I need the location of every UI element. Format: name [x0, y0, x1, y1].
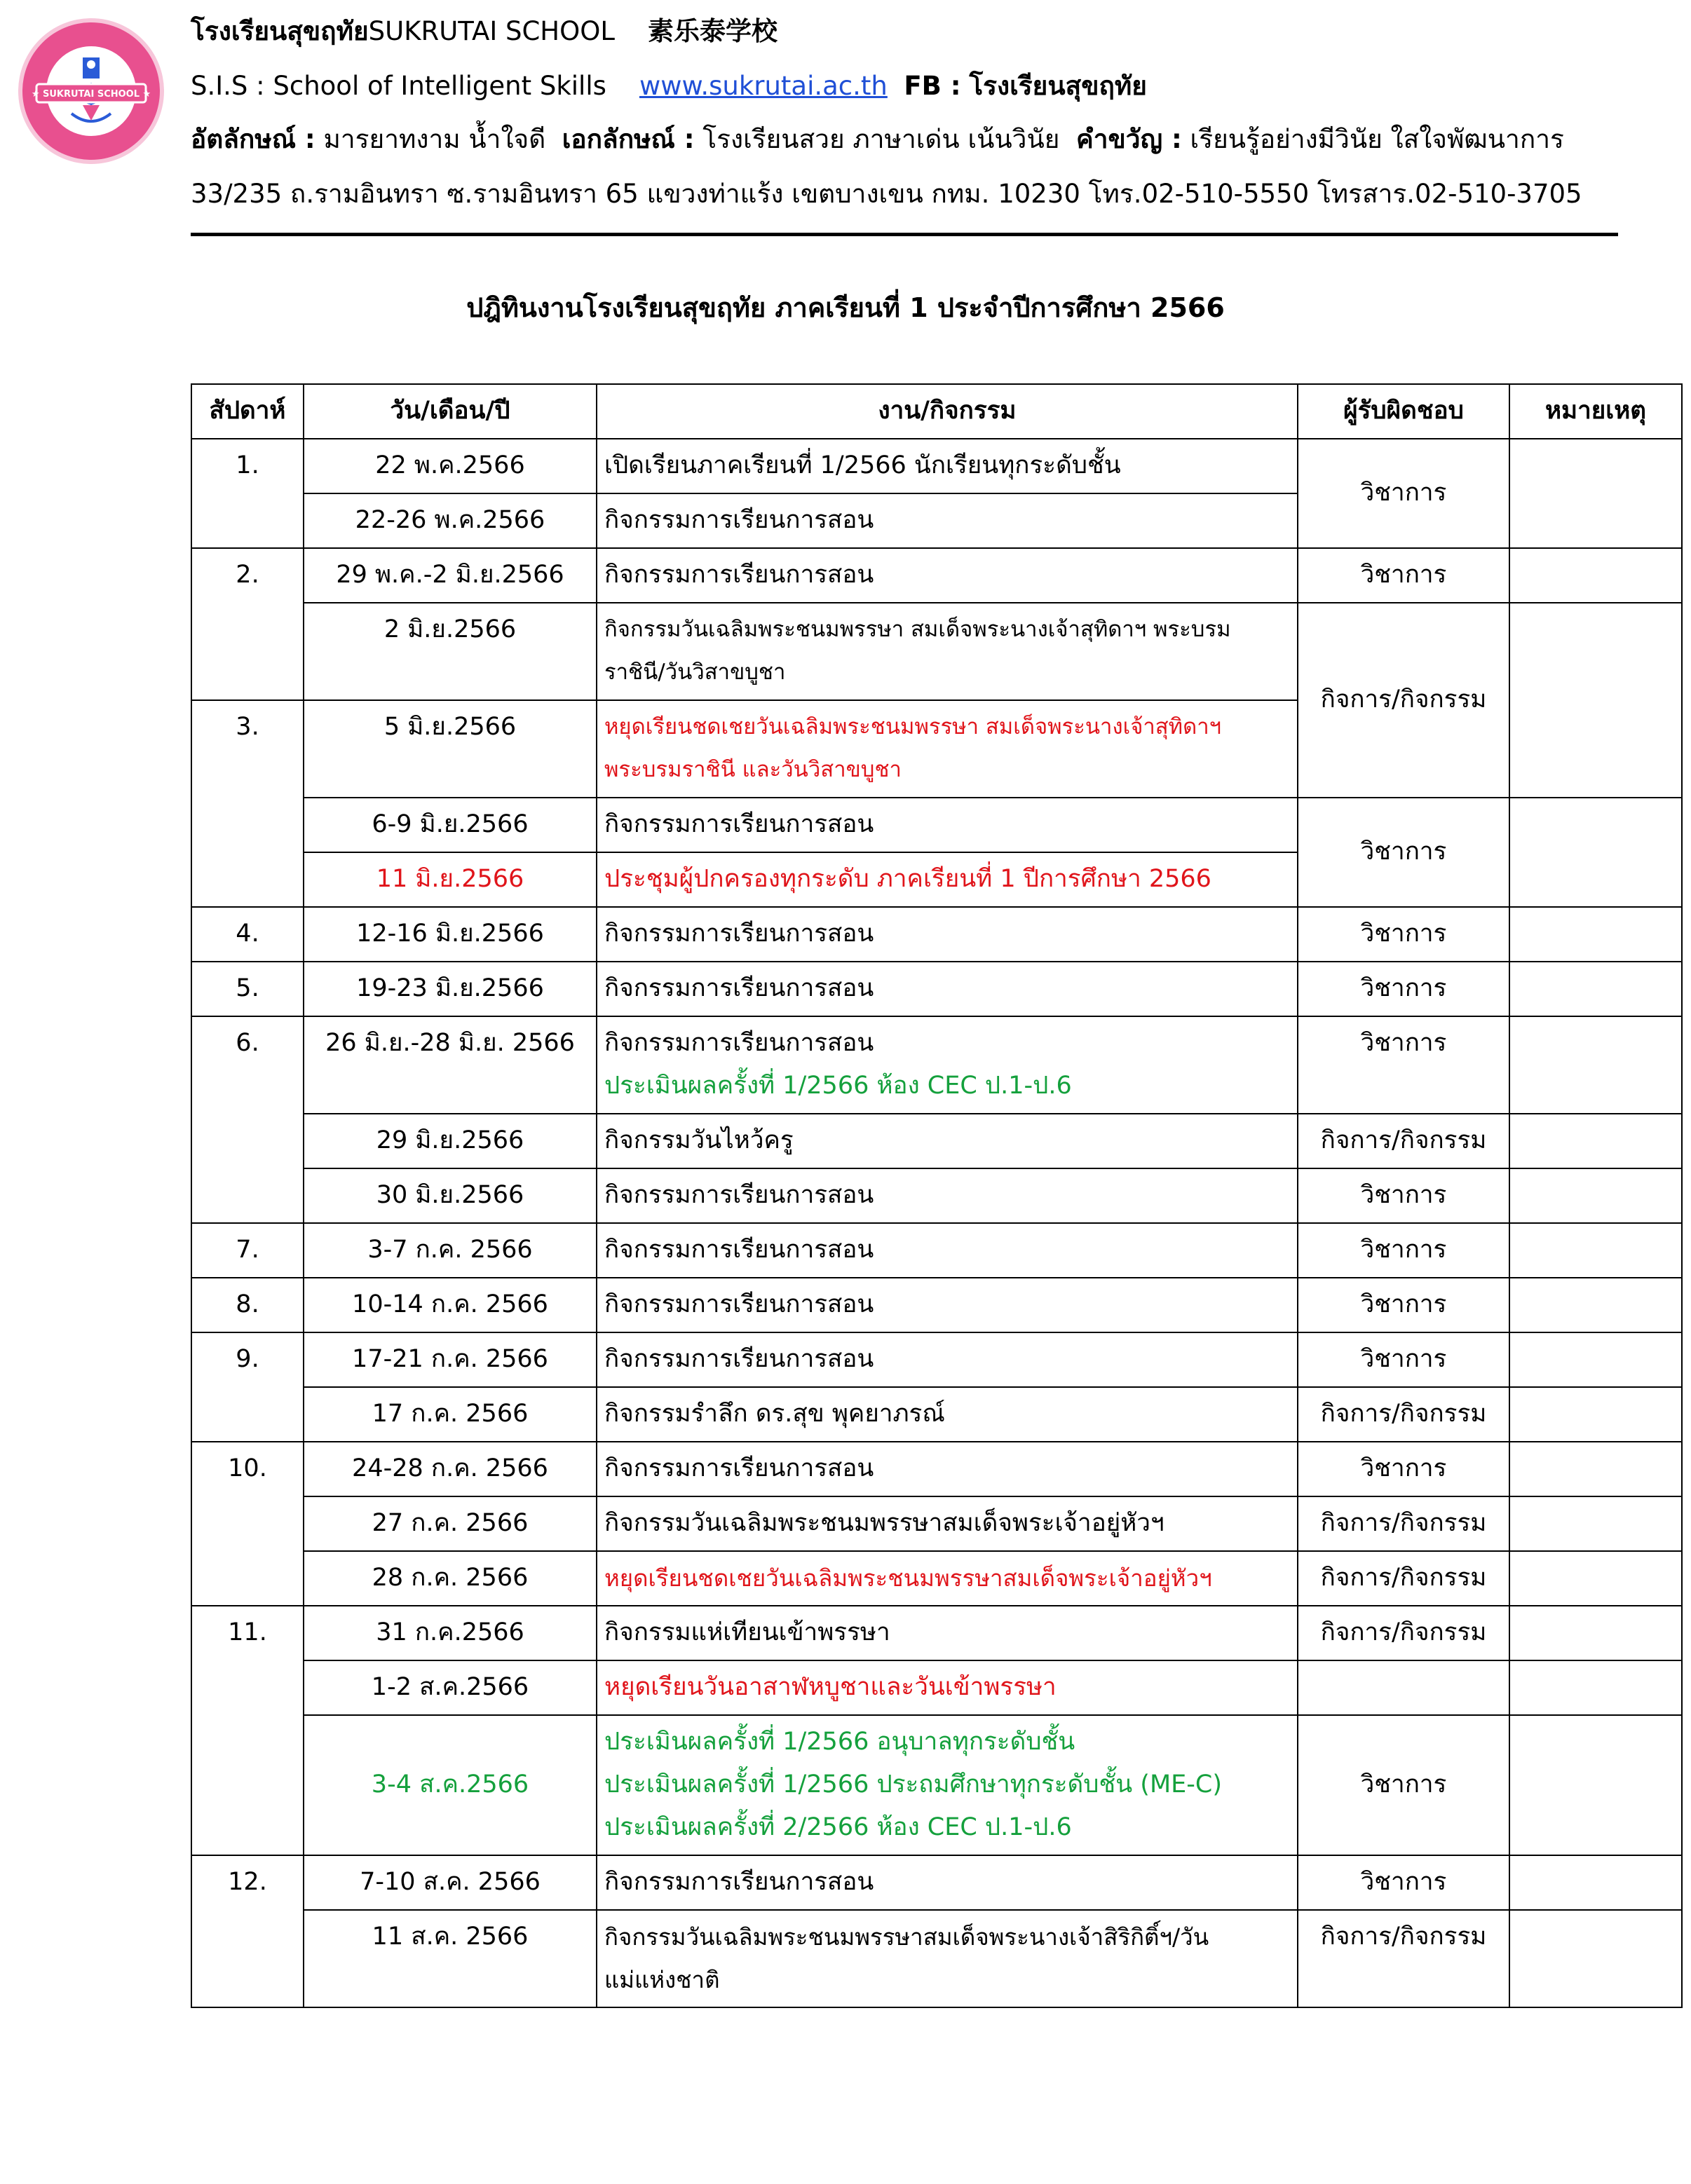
remarks-cell	[1509, 1855, 1682, 1910]
header-sis-line	[191, 73, 1147, 99]
date-cell: 17-21 ก.ค. 2566	[304, 1332, 597, 1387]
responsible-cell: กิจการ/กิจกรรม	[1298, 1910, 1509, 2007]
date-cell: 22-26 พ.ค.2566	[304, 493, 597, 548]
responsible-cell: กิจการ/กิจกรรม	[1298, 1496, 1509, 1551]
date-cell: 10-14 ก.ค. 2566	[304, 1278, 597, 1332]
table-row	[191, 603, 1682, 700]
responsible-cell: กิจการ/กิจกรรม	[1298, 1387, 1509, 1442]
week-cell: 6.	[191, 1016, 304, 1223]
activity-text: กิจกรรมวันเฉลิมพระชนมพรรษา สมเด็จพระนางเจ้าสุทิดาฯ พระบรม	[604, 617, 1231, 642]
activity-cell	[597, 1387, 1298, 1442]
date-cell: 31 ก.ค.2566	[304, 1606, 597, 1660]
activity-cell	[597, 1660, 1298, 1715]
table-row	[191, 1278, 1682, 1332]
date-cell: 2 มิ.ย.2566	[304, 603, 597, 700]
activity-text: กิจกรรมการเรียนการสอน	[604, 561, 874, 589]
fb-value: โรงเรียนสุขฤทัย	[969, 71, 1147, 101]
responsible-cell: วิชาการ	[1298, 439, 1509, 548]
fb-label: FB :	[904, 71, 961, 101]
table-row	[191, 907, 1682, 962]
week-cell: 5.	[191, 962, 304, 1016]
activity-cell	[597, 1715, 1298, 1855]
date-cell: 12-16 มิ.ย.2566	[304, 907, 597, 962]
activity-cell	[597, 548, 1298, 603]
responsible-cell: วิชาการ	[1298, 907, 1509, 962]
remarks-cell	[1509, 1387, 1682, 1442]
table-row	[191, 1223, 1682, 1278]
remarks-cell	[1509, 1278, 1682, 1332]
sis-label: S.I.S : School of Intelligent Skills	[191, 71, 606, 101]
header-activity: งาน/กิจกรรม	[597, 384, 1298, 439]
date-cell: 27 ก.ค. 2566	[304, 1496, 597, 1551]
responsible-cell: วิชาการ	[1298, 1715, 1509, 1855]
table-row	[191, 1442, 1682, 1496]
activity-text: หยุดเรียนชดเชยวันเฉลิมพระชนมพรรษาสมเด็จพระเจ้าอยู่หัวฯ	[604, 1564, 1212, 1592]
activity-text: กิจกรรมการเรียนการสอน	[604, 506, 874, 534]
activity-text: กิจกรรมการเรียนการสอน	[604, 1290, 874, 1318]
date-cell: 24-28 ก.ค. 2566	[304, 1442, 597, 1496]
responsible-cell: วิชาการ	[1298, 1223, 1509, 1278]
activity-text: กิจกรรมรำลึก ดร.สุข พุคยาภรณ์	[604, 1400, 945, 1428]
calendar-title: ปฎิทินงานโรงเรียนสุขฤทัย ภาคเรียนที่ 1 ประจำปีการศึกษา 2566	[466, 292, 1225, 323]
table-row	[191, 1496, 1682, 1551]
responsible-cell: วิชาการ	[1298, 1855, 1509, 1910]
responsible-cell: วิชาการ	[1298, 1278, 1509, 1332]
table-row	[191, 1551, 1682, 1606]
table-row	[191, 1910, 1682, 2007]
date-cell: 7-10 ส.ค. 2566	[304, 1855, 597, 1910]
table-header-row	[191, 384, 1682, 439]
uniqueness-label: เอกลักษณ์ :	[562, 124, 695, 154]
remarks-cell	[1509, 1168, 1682, 1223]
activity-text: กิจกรรมการเรียนการสอน	[604, 1181, 874, 1209]
table-row	[191, 1606, 1682, 1660]
header-responsible: ผู้รับผิดชอบ	[1298, 384, 1509, 439]
week-cell: 12.	[191, 1855, 304, 2007]
activity-text: กิจกรรมแห่เทียนเข้าพรรษา	[604, 1618, 890, 1646]
school-name-cn: 素乐泰学校	[648, 16, 778, 46]
activity-text: กิจกรรมวันเฉลิมพระชนมพรรษาสมเด็จพระนางเจ้าสิริกิติ์ฯ/วัน	[604, 1923, 1209, 1951]
website-link[interactable]: www.sukrutai.ac.th	[639, 71, 888, 101]
school-name-th: โรงเรียนสุขฤทัย	[191, 16, 369, 46]
remarks-cell	[1509, 907, 1682, 962]
responsible-cell	[1298, 1660, 1509, 1715]
remarks-cell	[1509, 1660, 1682, 1715]
date-cell: 6-9 มิ.ย.2566	[304, 798, 597, 852]
activity-cell	[597, 1332, 1298, 1387]
activity-cell	[597, 493, 1298, 548]
week-cell: 8.	[191, 1278, 304, 1332]
header-address: 33/235 ถ.รามอินทรา ซ.รามอินทรา 65 แขวงท่าแร้ง เขตบางเขน กทม. 10230 โทร.02-510-5550 โทรสาร.02-510-3705	[191, 179, 1582, 209]
date-cell: 19-23 มิ.ย.2566	[304, 962, 597, 1016]
remarks-cell	[1509, 603, 1682, 798]
responsible-cell: กิจการ/กิจกรรม	[1298, 1606, 1509, 1660]
table-row	[191, 962, 1682, 1016]
activity-text: กิจกรรมการเรียนการสอน	[604, 1868, 874, 1896]
activity-cell	[597, 439, 1298, 493]
activity-text: หยุดเรียนชดเชยวันเฉลิมพระชนมพรรษา สมเด็จพระนางเจ้าสุทิดาฯ	[604, 714, 1222, 739]
week-cell: 11.	[191, 1606, 304, 1855]
table-row	[191, 1332, 1682, 1387]
remarks-cell	[1509, 1114, 1682, 1168]
responsible-cell: วิชาการ	[1298, 548, 1509, 603]
activity-cell	[597, 1223, 1298, 1278]
week-cell: 1.	[191, 439, 304, 548]
remarks-cell	[1509, 1606, 1682, 1660]
header-identity-line	[191, 126, 1564, 152]
remarks-cell	[1509, 439, 1682, 548]
responsible-cell: กิจการ/กิจกรรม	[1298, 603, 1509, 798]
activity-cell	[597, 1114, 1298, 1168]
activity-text: แม่แห่งชาติ	[604, 1966, 720, 1993]
date-cell: 11 ส.ค. 2566	[304, 1910, 597, 2007]
date-cell: 28 ก.ค. 2566	[304, 1551, 597, 1606]
identity-value: มารยาทงาม น้ำใจดี	[323, 124, 546, 154]
school-name-en: SUKRUTAI SCHOOL	[368, 16, 615, 46]
remarks-cell	[1509, 962, 1682, 1016]
header-date: วัน/เดือน/ปี	[304, 384, 597, 439]
responsible-cell: วิชาการ	[1298, 1332, 1509, 1387]
activity-text: กิจกรรมการเรียนการสอน	[604, 920, 874, 948]
activity-cell	[597, 1168, 1298, 1223]
table-row	[191, 1660, 1682, 1715]
activity-text: พระบรมราชินี และวันวิสาขบูชา	[604, 757, 902, 782]
activity-text: ประเมินผลครั้งที่ 1/2566 ประถมศึกษาทุกระดับชั้น (ME-C)	[604, 1770, 1222, 1799]
header-school-names	[191, 18, 777, 44]
table-row	[191, 1114, 1682, 1168]
date-cell: 22 พ.ค.2566	[304, 439, 597, 493]
date-cell: 29 มิ.ย.2566	[304, 1114, 597, 1168]
activity-cell	[597, 1910, 1298, 2007]
table-row	[191, 1387, 1682, 1442]
activity-text: หยุดเรียนวันอาสาฬหบูชาและวันเข้าพรรษา	[604, 1673, 1057, 1701]
activity-text: กิจกรรมการเรียนการสอน	[604, 974, 874, 1002]
date-cell: 29 พ.ค.-2 มิ.ย.2566	[304, 548, 597, 603]
table-row	[191, 1855, 1682, 1910]
week-cell: 7.	[191, 1223, 304, 1278]
activity-cell	[597, 1606, 1298, 1660]
activity-cell	[597, 1016, 1298, 1114]
remarks-cell	[1509, 1442, 1682, 1496]
remarks-cell	[1509, 1332, 1682, 1387]
activity-text: กิจกรรมการเรียนการสอน	[604, 1454, 874, 1482]
activity-cell	[597, 1855, 1298, 1910]
date-cell: 5 มิ.ย.2566	[304, 700, 597, 798]
activity-text: กิจกรรมการเรียนการสอน	[604, 810, 874, 838]
remarks-cell	[1509, 1715, 1682, 1855]
remarks-cell	[1509, 1496, 1682, 1551]
date-cell: 3-4 ส.ค.2566	[304, 1715, 597, 1855]
activity-cell	[597, 798, 1298, 852]
calendar-table	[191, 383, 1683, 2008]
school-logo	[15, 15, 167, 167]
motto-value: เรียนรู้อย่างมีวินัย ใสใจพัฒนาการ	[1190, 124, 1564, 154]
uniqueness-value: โรงเรียนสวย ภาษาเด่น เน้นวินัย	[702, 124, 1060, 154]
identity-label: อัตลักษณ์ :	[191, 124, 315, 154]
activity-cell	[597, 1496, 1298, 1551]
remarks-cell	[1509, 548, 1682, 603]
activity-text: ประเมินผลครั้งที่ 2/2566 ห้อง CEC ป.1-ป.6	[604, 1813, 1072, 1841]
activity-cell	[597, 700, 1298, 798]
activity-cell	[597, 1442, 1298, 1496]
date-cell: 17 ก.ค. 2566	[304, 1387, 597, 1442]
table-row	[191, 548, 1682, 603]
table-row	[191, 1016, 1682, 1114]
activity-text: ประเมินผลครั้งที่ 1/2566 ห้อง CEC ป.1-ป.6	[604, 1072, 1072, 1100]
remarks-cell	[1509, 1016, 1682, 1114]
date-cell: 30 มิ.ย.2566	[304, 1168, 597, 1223]
activity-cell	[597, 1551, 1298, 1606]
activity-cell	[597, 962, 1298, 1016]
motto-label: คำขวัญ :	[1075, 124, 1182, 154]
activity-text: เปิดเรียนภาคเรียนที่ 1/2566 นักเรียนทุกระดับชั้น	[604, 451, 1121, 479]
activity-cell	[597, 1278, 1298, 1332]
responsible-cell: กิจการ/กิจกรรม	[1298, 1114, 1509, 1168]
activity-cell	[597, 603, 1298, 700]
activity-text: กิจกรรมการเรียนการสอน	[604, 1236, 874, 1264]
activity-text: กิจกรรมวันเฉลิมพระชนมพรรษาสมเด็จพระเจ้าอยู่หัวฯ	[604, 1509, 1164, 1537]
table-row	[191, 1168, 1682, 1223]
responsible-cell: วิชาการ	[1298, 1168, 1509, 1223]
activity-text: กิจกรรมวันไหว้ครู	[604, 1126, 794, 1154]
activity-text: ประชุมผู้ปกครองทุกระดับ ภาคเรียนที่ 1 ปีการศึกษา 2566	[604, 865, 1211, 893]
remarks-cell	[1509, 1223, 1682, 1278]
table-row	[191, 1715, 1682, 1855]
table-row	[191, 439, 1682, 493]
week-cell: 3.	[191, 700, 304, 907]
activity-cell	[597, 852, 1298, 907]
activity-text: กิจกรรมการเรียนการสอน	[604, 1345, 874, 1373]
header-divider	[191, 233, 1618, 236]
date-cell: 26 มิ.ย.-28 มิ.ย. 2566	[304, 1016, 597, 1114]
responsible-cell: วิชาการ	[1298, 962, 1509, 1016]
date-cell: 3-7 ก.ค. 2566	[304, 1223, 597, 1278]
responsible-cell: วิชาการ	[1298, 798, 1509, 907]
week-cell: 4.	[191, 907, 304, 962]
activity-text: ราชินี/วันวิสาขบูชา	[604, 660, 786, 685]
date-cell: 11 มิ.ย.2566	[304, 852, 597, 907]
responsible-cell: วิชาการ	[1298, 1016, 1509, 1114]
remarks-cell	[1509, 1910, 1682, 2007]
activity-cell	[597, 907, 1298, 962]
responsible-cell: วิชาการ	[1298, 1442, 1509, 1496]
header-remarks: หมายเหตุ	[1509, 384, 1682, 439]
week-cell: 9.	[191, 1332, 304, 1442]
activity-text: กิจกรรมการเรียนการสอน	[604, 1029, 874, 1057]
remarks-cell	[1509, 798, 1682, 907]
header-week: สัปดาห์	[191, 384, 304, 439]
svg-text:★ SUKRUTAI SCHOOL ★: ★ SUKRUTAI SCHOOL ★	[31, 89, 151, 100]
week-cell: 2.	[191, 548, 304, 700]
date-cell: 1-2 ส.ค.2566	[304, 1660, 597, 1715]
week-cell: 10.	[191, 1442, 304, 1606]
responsible-cell: กิจการ/กิจกรรม	[1298, 1551, 1509, 1606]
table-row	[191, 798, 1682, 852]
activity-text: ประเมินผลครั้งที่ 1/2566 อนุบาลทุกระดับชั้น	[604, 1728, 1075, 1756]
remarks-cell	[1509, 1551, 1682, 1606]
